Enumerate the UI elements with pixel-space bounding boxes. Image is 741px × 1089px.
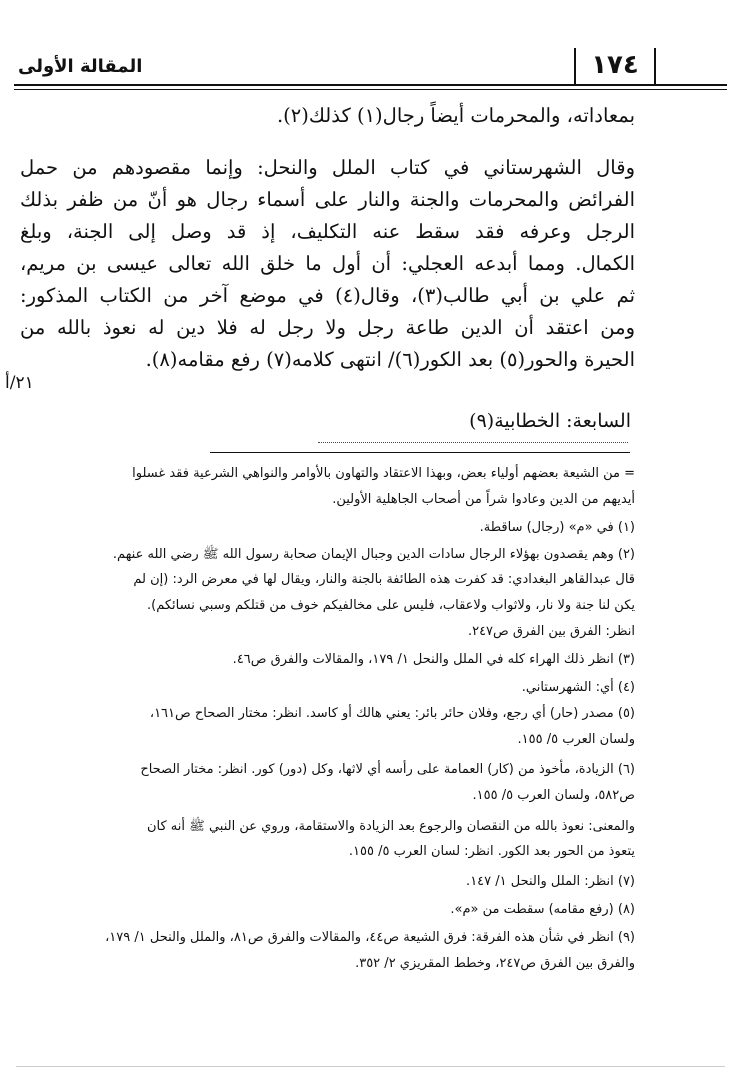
footnote-line: (٩) انظر في شأن هذه الفرقة: فرق الشيعة ص٤٤، والمقالات والفرق ص٨١، والملل والنحل ١/ ١٧٩،	[105, 930, 635, 945]
footnote-line: ولسان العرب ٥/ ١٥٥.	[517, 732, 635, 747]
footnote-line: (٨) (رفع مقامه) سقطت من «م».	[450, 902, 635, 917]
footnote-line: = من الشيعة بعضهم أولياء بعض، وبهذا الاعتقاد والتهاون بالأوامر والنواهي الشرعية فقد غسلوا	[132, 466, 635, 481]
page-number: ١٧٤	[591, 50, 639, 80]
footnote-line: قال عبدالقاهر البغدادي: قد كفرت هذه الطائفة بالجنة والنار، ويقال لها في معرض الرد: (إن لم	[133, 572, 635, 587]
footnote-line: (٧) انظر: الملل والنحل ١/ ١٤٧.	[466, 874, 635, 889]
body-line: وقال الشهرستاني في كتاب الملل والنحل: وإنما مقصودهم من حمل	[20, 156, 635, 179]
footnote-line: ص٥٨٢، ولسان العرب ٥/ ١٥٥.	[472, 788, 635, 803]
footnote-line: والفرق بين الفرق ص٢٤٧، وخطط المقريزي ٢/ ٣٥٢.	[355, 956, 635, 971]
body-line: ثم علي بن أبي طالب(٣)، وقال(٤) في موضع آخر من الكتاب المذكور:	[20, 284, 635, 307]
footnote-separator	[210, 452, 630, 453]
footnote-line: (٤) أي: الشهرستاني.	[521, 680, 635, 695]
page-number-box	[574, 48, 656, 84]
footnote-line: (٦) الزيادة، مأخوذ من (كار) العمامة على رأسه أي لاثها، وكل (دور) كور. انظر: مختار الصحاح	[140, 762, 635, 777]
manuscript-folio-note: ٢١/أ	[5, 373, 34, 393]
body-line: ومن اعتقد أن الدين طاعة رجل ولا رجل له فلا دين له نعوذ بالله من	[20, 316, 635, 339]
page-header	[14, 38, 727, 86]
footnote-line: (١) في «م» (رجال) ساقطة.	[479, 520, 635, 535]
body-line: الكمال. ومما أبدعه العجلي: أن أول ما خلق الله تعالى عيسى بن مريم،	[20, 252, 635, 275]
page-bottom-edge	[16, 1066, 725, 1067]
running-title: المقالة الأولى	[18, 56, 143, 77]
dotted-rule	[318, 442, 628, 443]
footnote-line: والمعنى: نعوذ بالله من النقصان والرجوع بعد الزيادة والاستقامة، وروي عن النبي ﷺ أنه كان	[146, 819, 635, 834]
body-line: الحيرة والحور(٥) بعد الكور(٦)/ انتهى كلامه(٧) رفع مقامه(٨).	[145, 348, 635, 371]
footnote-line: انظر: الفرق بين الفرق ص٢٤٧.	[467, 624, 635, 639]
footnote-line: يكن لنا جنة ولا نار، ولاثواب ولاعقاب، فليس على مخالفيكم خوف من قتلكم وسبي نسائكم).	[147, 598, 635, 613]
footnote-line: (٣) انظر ذلك الهراء كله في الملل والنحل ١/ ١٧٩، والمقالات والفرق ص٤٦.	[232, 652, 635, 667]
header-rule	[14, 84, 727, 86]
header-rule-thin	[14, 89, 727, 90]
footnote-line: يتعوذ من الحور بعد الكور. انظر: لسان العرب ٥/ ١٥٥.	[348, 844, 635, 859]
footnote-line: أيديهم من الدين وعادوا شراً من أصحاب الجاهلية الأولين.	[332, 492, 635, 507]
body-line: بمعاداته، والمحرمات أيضاً رجال(١) كذلك(٢).	[276, 104, 635, 127]
section-heading: السابعة: الخطابية(٩)	[469, 410, 631, 432]
body-line: الفرائض والمحرمات والجنة والنار على أسماء رجال هو أنّ من ظفر بذلك	[20, 188, 635, 211]
footnote-line: (٢) وهم يقصدون بهؤلاء الرجال سادات الدين وجبال الإيمان صحابة رسول الله ﷺ رضي الله عنهم.	[112, 547, 635, 562]
body-line: الرجل وعرفه فقد سقط عنه التكليف، إذ قد وصل إلى الجنة، وبلغ	[20, 220, 635, 243]
footnote-line: (٥) مصدر (حار) أي رجع، وفلان حائر بائر: يعني هالك أو كاسد. انظر: مختار الصحاح ص١٦١،	[149, 706, 635, 721]
